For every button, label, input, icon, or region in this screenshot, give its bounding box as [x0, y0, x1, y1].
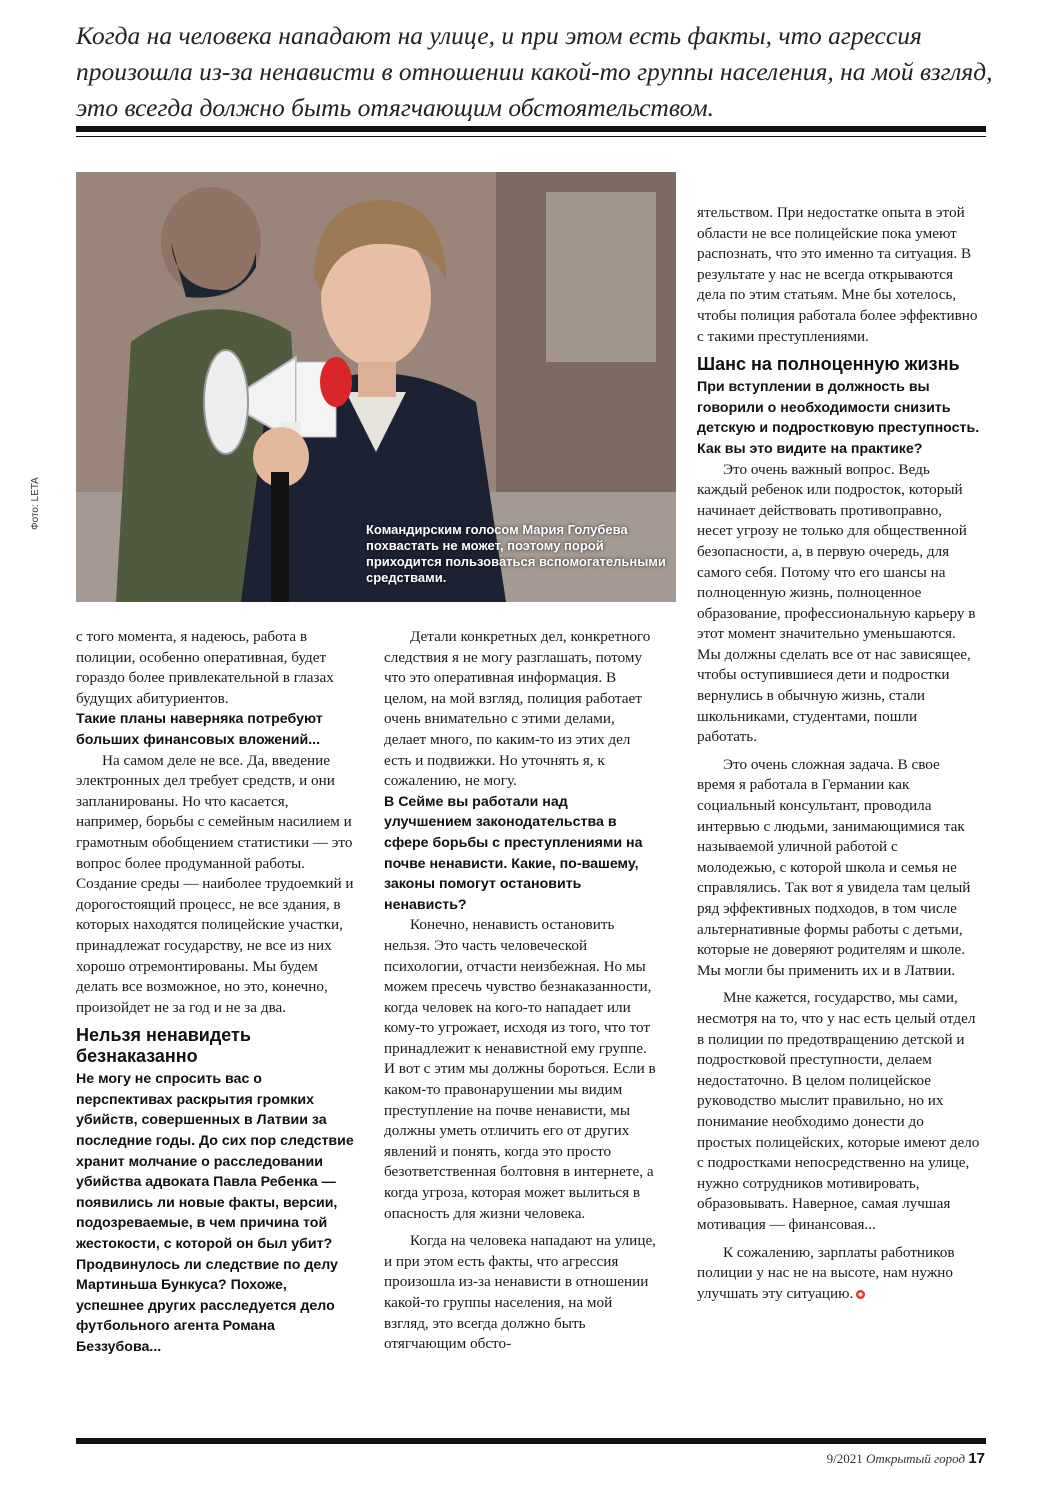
paragraph: Когда на человека нападают на улице, и при этом есть факты, что агрессия произошла из-за ненависти в отношении какой-то группы населения, на мой взгляд, это всегда должно быть отягчающим обсто- [384, 1232, 656, 1353]
page-number: 17 [968, 1450, 985, 1467]
interview-question: Такие планы наверняка потребуют больших финансовых вложений... [76, 711, 323, 748]
photo-caption: Командирским голосом Мария Голубева похвастать не может, поэтому порой приходится пользоваться вспомогательными средствами. [366, 522, 666, 585]
paragraph [697, 1243, 980, 1305]
interview-question: При вступлении в должность вы говорили о необходимости снизить детскую и подростковую преступность. Как вы это видите на практике? [697, 379, 980, 457]
column-3 [697, 203, 980, 1304]
paragraph: с того момента, я надеюсь, работа в полиции, особенно оперативная, будет гораздо более привлекательной в глазах будущих абитуриентов. [76, 628, 334, 707]
paragraph: Конечно, ненависть остановить нельзя. Это часть человеческой психологии, отчасти неизбежная. Но мы можем пресечь чувство безнаказанности, когда человек на кого-то нападает или кому-то угрожает, исходя из того, что тот принадлежит к ненавистной ему группе. И вот с этим мы должны бороться. Если в каком-то правонарушении мы видим преступление на почве ненависти, мы должны уметь отличить его от других явлений и понять, когда это просто безответственная болтовня в интернете, а когда угроза, которая может вылиться в опасность для жизни человека. [384, 916, 656, 1222]
paragraph: На самом деле не все. Да, введение электронных дел требует средств, и они запланированы. Но что касается, например, борьбы с семейным насилием и грамотным обобщением статистики — это вопрос более продуманной работы. Создание среды — наиболее трудоемкий и дорогостоящий процесс, не все здания, в которых находятся полицейские участки, принадлежат государству, не все из них хорошо отремонтированы. Мы будем делать все возможное, но это, конечно, произойдет не за год и не за два. [76, 751, 354, 1016]
paragraph: ятельством. При недостатке опыта в этой области не все полицейские пока умеют распознать, что это именно та ситуация. В результате у нас не всегда открываются дела по этим статьям. Мне бы хотелось, чтобы полиция работала более эффективно с такими преступлениями. [697, 204, 978, 345]
paragraph: Мне кажется, государство, мы сами, несмотря на то, что у нас есть целый отдел в полиции по предотвращению детской и подростковой преступности, делаем недостаточно. В целом полицейское руководство мыслит правильно, но их понимание необходимо донести до простых полицейских, которые имеют дело с подростками непосредственно на улице, нужно сотрудников мотивировать, образовывать. Наверное, самая лучшая мотивация — финансовая... [697, 989, 980, 1233]
section-heading: Нельзя ненавидеть безнаказанно [76, 1025, 251, 1067]
paragraph: Детали конкретных дел, конкретного следствия я не могу разглашать, потому что это оперативная информация. В целом, на мой взгляд, полиция работает очень внимательно с этими делами, делает много, по каким-то из этих дел есть и подвижки. Но уточнять я, к сожалению, не могу. [384, 628, 651, 790]
bottom-rule [76, 1438, 986, 1444]
interview-question: В Сейме вы работали над улучшением законодательства в сфере борьбы с преступлениями на почве ненависти. Какие, по-вашему, законы помогут остановить ненависть? [384, 793, 643, 913]
photo-credit: Фото: LETA [30, 477, 41, 530]
pull-quote: Когда на человека нападают на улице, и при этом есть факты, что агрессия произошла из-за ненависти в отношении какой-то группы населения, на мой взгляд, это всегда должно быть отягчающим обстоятельством. [76, 21, 993, 122]
column-1 [76, 627, 356, 1358]
magazine-name: Открытый город [865, 1451, 966, 1466]
interview-question: Не могу не спросить вас о перспективах раскрытия громких убийств, совершенных в Латвии за последние годы. До сих пор следствие хранит молчание о расследовании убийства адвоката Павла Ребенка — появились ли новые факты, версии, подозреваемые, в чем причина той жестокости, с которой он был убит? Продвинулось ли следствие по делу Мартиньша Бункуса? Похоже, успешнее других расследуется дело футбольного агента Романа Беззубова... [76, 1071, 354, 1355]
paragraph: Это очень сложная задача. В свое время я работала в Германии как социальный консультант, проводила интервью с людьми, занимающимися так называемой уличной работой с молодежью, с которой школа и семья не справлялись. Так вот я увидела там целый ряд эффективных подходов, в том числе альтернативные формы работы с детьми, которые не доверяют родителям и школе. Мы могли бы применить их и в Латвии. [697, 755, 971, 979]
top-rule-thick [76, 126, 986, 132]
final-paragraph-text: К сожалению, зарплаты работников полиции у нас не на высоте, нам нужно улучшать эту ситуацию. [697, 1243, 955, 1302]
page-footer [827, 1450, 985, 1467]
column-2 [384, 627, 659, 1355]
section-heading: Шанс на полноценную жизнь [697, 354, 960, 375]
issue-number: 9/2021 [826, 1451, 863, 1466]
top-rule-thin [76, 136, 986, 137]
article-photo [76, 172, 676, 602]
end-of-article-icon [856, 1290, 865, 1299]
paragraph: Это очень важный вопрос. Ведь каждый ребенок или подросток, который начинает действовать противоправно, несет угрозу не только для общественной безопасности, а, в первую очередь, для самого себя. Потому что его шансы на полноценную жизнь, полноценное образование, профессиональную карьеру в этот момент значительно уменьшаются. Мы должны сделать все от нас зависящее, чтобы оступившиеся дети и подростки вернулись в обычную жизнь, стали школьниками, студентами, пошли работать. [697, 460, 976, 746]
